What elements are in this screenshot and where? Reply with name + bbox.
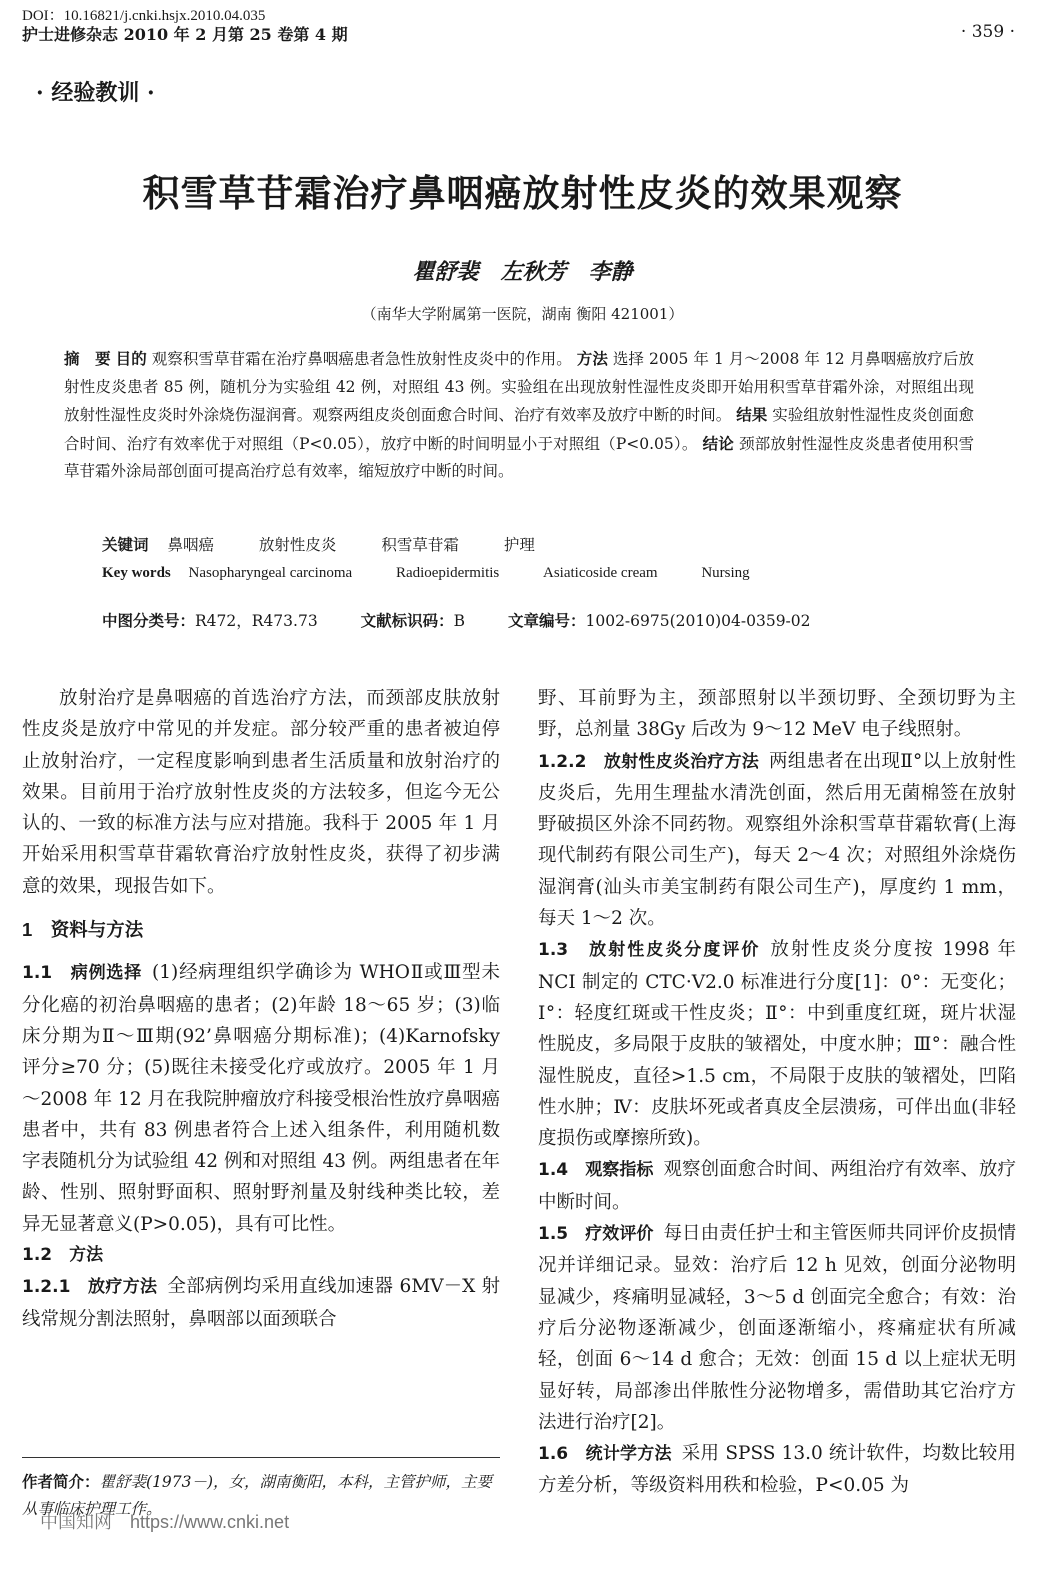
- section-1-1-text: (1)经病理组织学确诊为 WHOⅡ或Ⅲ型未分化癌的初治鼻咽癌的患者；(2)年龄 18～65 岁；(3)临床分期为Ⅱ～Ⅲ期(92’鼻咽癌分期标准)；(4)Karnofsky 评分≥70 分；(5)既往未接受化疗或放疗。2005 年 1 月～2008 年 12 月在我院肿瘤放疗科接受根治性放疗鼻咽癌患者中，共有 83 例患者符合上述入组条件，利用随机数字表随机分为试验组 42 例和对照组 43 例。两组患者在年龄、性别、照射野面积、照射野剂量及射线种类比较，差异无显著意义(P>0.05)，具有可比性。: [22, 962, 500, 1235]
- right-column: [538, 683, 1016, 1502]
- doc-code-label: 文献标识码：: [360, 611, 454, 630]
- keyword-en: Nasopharyngeal carcinoma: [188, 565, 353, 581]
- doi: DOI：10.16821/j.cnki.hsjx.2010.04.035: [22, 8, 266, 24]
- abstract-conclusion: 颈部放射性湿性皮炎患者使用积雪草苷霜外涂局部创面可提高治疗总有效率，缩短放疗中断的时间。: [64, 434, 974, 480]
- abstract-purpose: 观察积雪草苷霜在治疗鼻咽癌患者急性放射性皮炎中的作用。: [151, 350, 572, 368]
- section-1-6-text: 采用 SPSS 13.0 统计软件，均数比较用方差分析，等级资料用秩和检验，P<0.05 为: [538, 1443, 1016, 1497]
- keyword-en: Asiaticoside cream: [543, 565, 658, 581]
- section-1-3-heading: 1.3 放射性皮炎分度评价: [538, 940, 761, 961]
- journal-info: 护士进修杂志 2010 年 2 月第 25 卷第 4 期: [22, 25, 348, 44]
- footnote-divider: [22, 1457, 500, 1458]
- keywords-en: [102, 565, 790, 582]
- section-1-2-1-heading: 1.2.1 放疗方法: [22, 1277, 158, 1298]
- abstract: [64, 345, 974, 486]
- section-1-3: [538, 934, 1016, 1154]
- abstract-method-label: 方法: [576, 349, 608, 368]
- article-number-label: 文章编号：: [507, 611, 586, 630]
- classification-row: [102, 609, 849, 631]
- keywords-label: 关键词: [102, 535, 149, 554]
- section-1-4-heading: 1.4 观察指标: [538, 1160, 654, 1181]
- abstract-conclusion-label: 结论: [702, 433, 734, 453]
- section-1-1: [22, 957, 500, 1240]
- left-column: [22, 683, 500, 1335]
- abstract-purpose-label: 目的: [115, 349, 147, 368]
- section-1-2-2: [538, 746, 1016, 935]
- keyword-en: Radioepidermitis: [395, 565, 500, 581]
- keyword: 鼻咽癌: [167, 536, 214, 554]
- section-1-5-text: 每日由责任护士和主管医师共同评价皮损情况并详细记录。显效：治疗后 12 h 见效，创面分泌物明显减少，疼痛明显减轻，3～5 d 创面完全愈合；有效：治疗后分泌物逐渐减少，创面逐渐缩小，疼痛症状有所减轻，创面 6～14 d 愈合；无效：创面 15 d 以上症状无明显好转，局部渗出伴脓性分泌物增多，需借助其它治疗方法进行治疗[2]。: [538, 1223, 1016, 1433]
- cnki-watermark: 中国知网 https://www.cnki.net: [40, 1512, 290, 1532]
- section-1-6: [538, 1438, 1016, 1502]
- section-1-3-text: 放射性皮炎分度按 1998 年 NCI 制定的 CTC·V2.0 标准进行分度[1]：0°：无变化；Ⅰ°：轻度红斑或干性皮炎；Ⅱ°：中到重度红斑，斑片状湿性脱皮，多局限于皮肤的皱褶处，中度水肿；Ⅲ°：融合性湿性脱皮，直径>1.5 cm，不局限于皮肤的皱褶处，凹陷性水肿；Ⅳ：皮肤坏死或者真皮全层溃疡，可伴出血(非轻度损伤或摩擦所致)。: [538, 939, 1017, 1150]
- section-1-2-1-cont: 野、耳前野为主，颈部照射以半颈切野、全颈切野为主野，总剂量 38Gy 后改为 9～12 MeV 电子线照射。: [538, 688, 1016, 741]
- keywords-en-label: Key words: [102, 565, 171, 581]
- abstract-label: 摘 要: [64, 349, 111, 368]
- section-1-heading: 1 资料与方法: [22, 919, 144, 941]
- section-1-5: [538, 1218, 1016, 1438]
- keyword: 积雪草苷霜: [381, 536, 459, 554]
- keyword: 护理: [503, 536, 535, 554]
- keyword-en: Nursing: [701, 565, 750, 581]
- abstract-result: 实验组放射性湿性皮炎创面愈合时间、治疗有效率优于对照组（P<0.05），放疗中断的时间明显小于对照组（P<0.05）。: [64, 406, 974, 453]
- section-1-5-heading: 1.5 疗效评价: [538, 1224, 654, 1245]
- section-tag: · 经验教训 ·: [36, 80, 155, 106]
- section-1-2-2-text: 两组患者在出现Ⅱ°以上放射性皮炎后，先用生理盐水清洗创面，然后用无菌棉签在放射野破损区外涂不同药物。观察组外涂积雪草苷霜软膏(上海现代制药有限公司生产)，每天 2～4 次；对照组外涂烧伤湿润膏(汕头市美宝制药有限公司生产)，厚度约 1 mm，每天 1～2 次。: [538, 750, 1016, 930]
- authors: 瞿舒裴 左秋芳 李静: [412, 259, 633, 285]
- footnote-label: 作者简介：: [22, 1472, 100, 1491]
- keyword: 放射性皮炎: [258, 536, 337, 554]
- section-1-6-heading: 1.6 统计学方法: [538, 1444, 672, 1465]
- keywords-cn: [102, 533, 575, 555]
- section-1-2-2-heading: 1.2.2 放射性皮炎治疗方法: [538, 751, 760, 772]
- section-1-4-text: 观察创面愈合时间、两组治疗有效率、放疗中断时间。: [538, 1159, 1016, 1213]
- doc-code-value: B: [453, 612, 466, 630]
- abstract-method: 选择 2005 年 1 月～2008 年 12 月鼻咽癌放疗后放射性皮炎患者 85 例，随机分为实验组 42 例，对照组 43 例。实验组在出现放射性湿性皮炎即开始用积雪草苷霜外涂，对照组出现放射性湿性皮炎时外涂烧伤湿润膏。观察两组皮炎创面愈合时间、治疗有效率及放疗中断的时间。: [64, 350, 974, 424]
- affiliation: （南华大学附属第一医院，湖南 衡阳 421001）: [361, 305, 684, 323]
- page-number: · 359 ·: [960, 22, 1015, 42]
- footnote-text: 瞿舒裴(1973－)，女，湖南衡阳，本科，主管护师，主要从事临床护理工作。: [22, 1473, 493, 1518]
- article-number-value: 1002-6975(2010)04-0359-02: [585, 612, 811, 630]
- section-1-1-heading: 1.1 病例选择: [22, 963, 143, 984]
- section-1-4: [538, 1154, 1016, 1218]
- section-1-2-heading: 1.2 方法: [22, 1245, 104, 1266]
- clc-value: R472，R473.73: [195, 612, 318, 630]
- article-title: 积雪草苷霜治疗鼻咽癌放射性皮炎的效果观察: [142, 171, 903, 215]
- intro-paragraph: 放射治疗是鼻咽癌的首选治疗方法，而颈部皮肤放射性皮炎是放疗中常见的并发症。部分较严重的患者被迫停止放射治疗，一定程度影响到患者生活质量和放射治疗的效果。目前用于治疗放射性皮炎的方法较多，但迄今无公认的、一致的标准方法与应对措施。我科于 2005 年 1 月开始采用积雪草苷霜软膏治疗放射性皮炎，获得了初步满意的效果，现报告如下。: [22, 688, 500, 897]
- section-1-2-1: [22, 1271, 500, 1335]
- clc-label: 中图分类号：: [102, 611, 196, 630]
- section-1-2-1-text: 全部病例均采用直线加速器 6MV－X 射线常规分割法照射，鼻咽部以面颈联合: [22, 1276, 501, 1330]
- abstract-result-label: 结果: [736, 405, 768, 424]
